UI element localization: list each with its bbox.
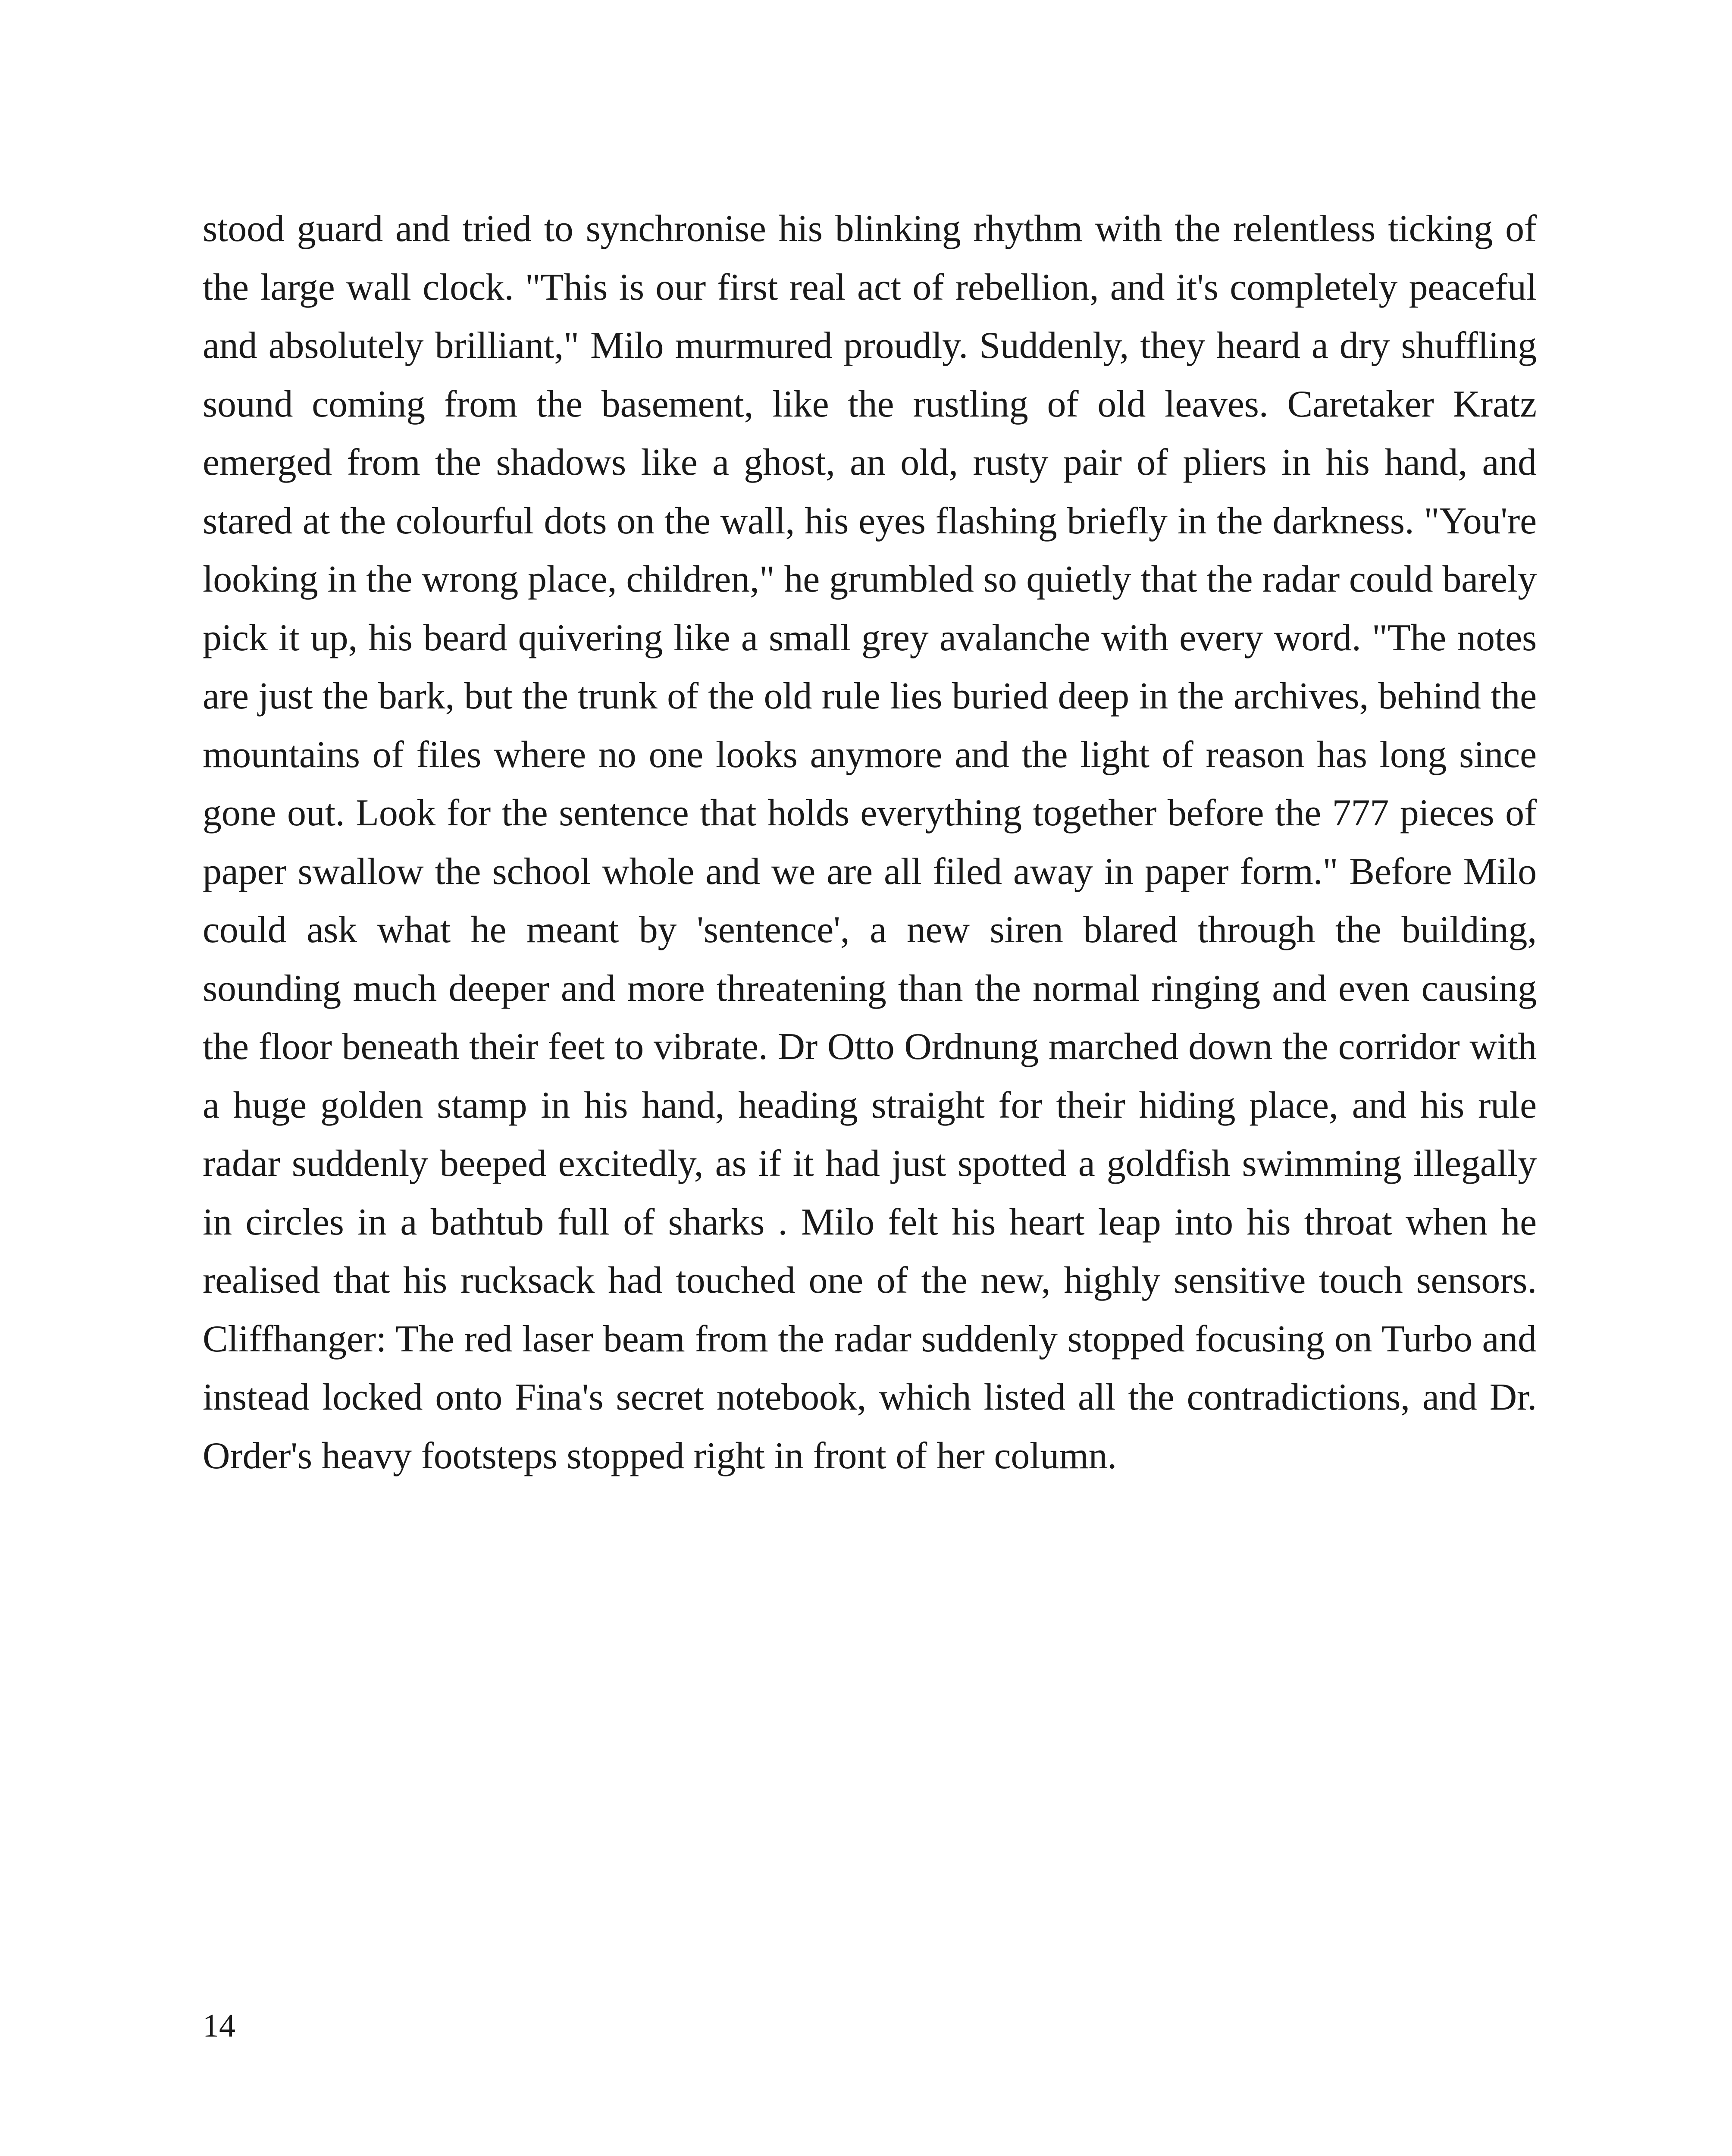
- page-number: 14: [203, 2008, 235, 2044]
- body-paragraph: stood guard and tried to synchronise his blinking rhythm with the relentless ticking of the large wall clock. "This is our first real act of rebellion, and it's completely peaceful and absolutely brilliant," Milo murmured proudly. Suddenly, they heard a dry shuffling sound coming from the basement, like the rustling of old leaves. Caretaker Kratz emerged from the shadows like a ghost, an old, rusty pair of pliers in his hand, and stared at the colourful dots on the wall, his eyes flashing briefly in the darkness. "You're looking in the wrong place, children," he grumbled so quietly that the radar could barely pick it up, his beard quivering like a small grey avalanche with every word. "The notes are just the bark, but the trunk of the old rule lies buried deep in the archives, behind the mountains of files where no one looks anymore and the light of reason has long since gone out. Look for the sentence that holds everything together before the 777 pieces of paper swallow the school whole and we are all filed away in paper form." Before Milo could ask what he meant by 'sentence', a new siren blared through the building, sounding much deeper and more threatening than the normal ringing and even causing the floor beneath their feet to vibrate. Dr Otto Ordnung marched down the corridor with a huge golden stamp in his hand, heading straight for their hiding place, and his rule radar suddenly beeped excitedly, as if it had just spotted a goldfish swimming illegally in circles in a bathtub full of sharks . Milo felt his heart leap into his throat when he realised that his rucksack had touched one of the new, highly sensitive touch sensors. Cliffhanger: The red laser beam from the radar suddenly stopped focusing on Turbo and instead locked onto Fina's secret notebook, which listed all the contradictions, and Dr. Order's heavy footsteps stopped right in front of her column.: [203, 208, 1537, 1477]
